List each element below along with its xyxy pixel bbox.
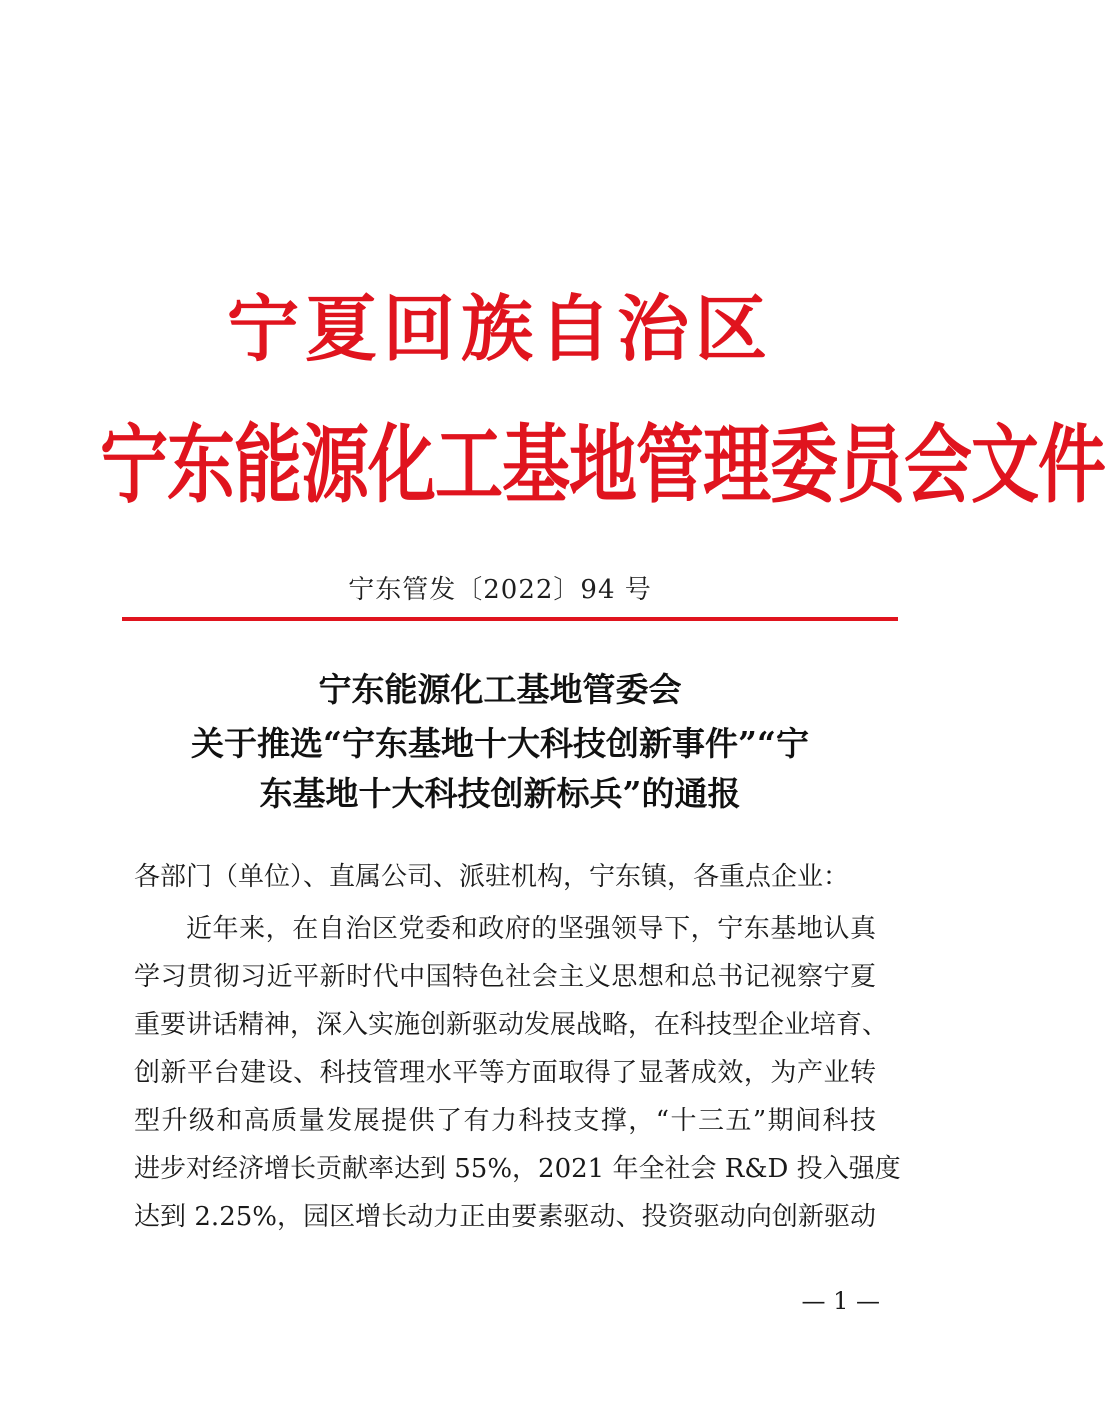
body-text-line: 型升级和高质量发展提供了有力科技支撑，“十三五”期间科技 (134, 1106, 876, 1136)
body-text-line: 进步对经济增长贡献率达到 55%，2021 年全社会 R&D 投入强度 (134, 1154, 901, 1184)
document-number: 宁东管发〔2022〕94 号 (348, 575, 652, 605)
body-text-line: 近年来，在自治区党委和政府的坚强领导下，宁东基地认真 (186, 914, 876, 944)
red-separator-rule (122, 617, 898, 621)
body-text-line: 达到 2.25%，园区增长动力正由要素驱动、投资驱动向创新驱动 (134, 1202, 876, 1232)
document-title-line-2: 关于推选“宁东基地十大科技创新事件”“宁 (191, 724, 809, 763)
issuer-agency-heading: 宁东能源化工基地管理委员会文件 (100, 416, 1105, 516)
salutation: 各部门（单位）、直属公司、派驻机构，宁东镇，各重点企业： (134, 862, 850, 892)
document-title-line-1: 宁东能源化工基地管委会 (318, 670, 682, 709)
page-number: — 1 — (801, 1287, 880, 1315)
document-title-line-3: 东基地十大科技创新标兵”的通报 (259, 774, 741, 813)
body-text-line: 重要讲话精神，深入实施创新驱动发展战略，在科技型企业培育、 (134, 1010, 889, 1040)
issuer-region-heading: 宁夏回族自治区 (226, 287, 773, 371)
body-text-line: 创新平台建设、科技管理水平等方面取得了显著成效，为产业转 (134, 1058, 876, 1088)
body-text-line: 学习贯彻习近平新时代中国特色社会主义思想和总书记视察宁夏 (134, 962, 876, 992)
